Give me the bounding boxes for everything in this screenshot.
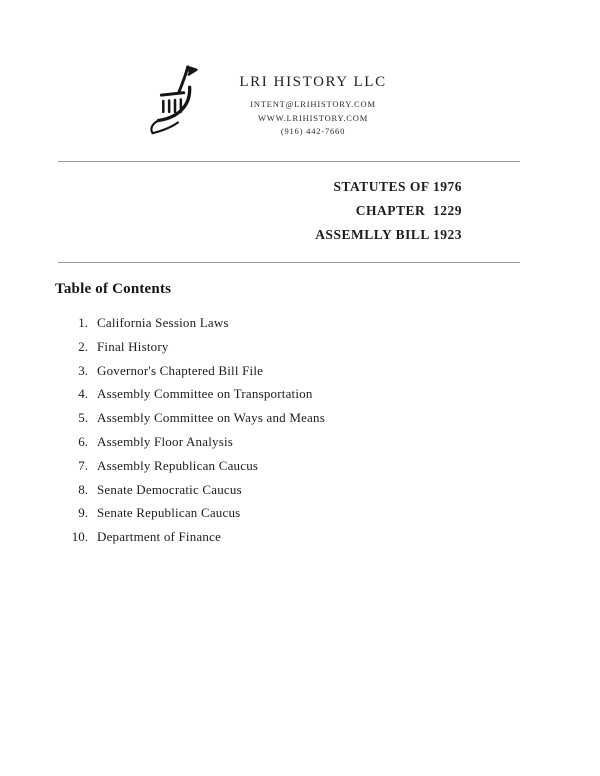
bill-info-block xyxy=(0,175,462,247)
toc-item-number: 8. xyxy=(78,481,88,497)
toc-item-label: Department of Finance xyxy=(97,529,222,545)
toc-item-number: 10. xyxy=(71,529,88,545)
toc-item-number: 1. xyxy=(78,315,88,330)
letterhead-text xyxy=(223,60,403,139)
company-name: LRI HISTORY LLC xyxy=(239,74,387,90)
statutes-line: STATUTES OF 1976 xyxy=(333,179,462,194)
toc-item-number: 3. xyxy=(78,362,88,378)
toc-title: Table of Contents xyxy=(55,281,172,297)
divider-top xyxy=(58,161,520,162)
toc-item xyxy=(0,311,600,335)
company-website: WWW.LRIHISTORY.COM xyxy=(257,112,369,123)
assembly-bill-line: ASSEMLLY BILL 1923 xyxy=(315,227,462,242)
toc-item xyxy=(0,359,600,383)
company-phone: (916) 442-7660 xyxy=(280,126,346,136)
toc-item-number: 4. xyxy=(78,386,88,402)
toc-item-label: Assembly Committee on Transportation xyxy=(97,386,313,402)
toc-item xyxy=(0,478,600,502)
toc-item xyxy=(0,382,600,406)
letterhead xyxy=(0,0,600,142)
toc-item-label: Senate Republican Caucus xyxy=(97,505,241,521)
toc-item-label: Assembly Floor Analysis xyxy=(97,433,234,449)
toc-item xyxy=(0,454,600,478)
toc-item-number: 2. xyxy=(78,338,88,354)
toc-list xyxy=(0,311,600,549)
toc-item xyxy=(0,335,600,359)
toc-item-label: Assembly Committee on Ways and Means xyxy=(97,410,325,426)
toc-item xyxy=(0,430,600,454)
quill-flourish-logo-icon xyxy=(143,60,207,142)
toc-item-number: 5. xyxy=(78,410,88,426)
toc-item-number: 9. xyxy=(78,505,88,521)
toc-item xyxy=(0,406,600,430)
divider-bottom xyxy=(58,262,520,263)
toc-item-label: Governor's Chaptered Bill File xyxy=(97,362,264,378)
chapter-line: CHAPTER 1229 xyxy=(355,203,462,218)
toc-item xyxy=(0,525,600,549)
toc-item-label: Assembly Republican Caucus xyxy=(97,457,259,473)
toc-item-label: Senate Democratic Caucus xyxy=(97,481,242,497)
company-email: INTENT@LRIHISTORY.COM xyxy=(250,99,376,109)
toc-item-label: California Session Laws xyxy=(97,315,229,330)
toc-item xyxy=(0,501,600,525)
toc-item-number: 7. xyxy=(78,457,88,473)
toc-item-label: Final History xyxy=(97,338,169,354)
toc-item-number: 6. xyxy=(78,433,88,449)
